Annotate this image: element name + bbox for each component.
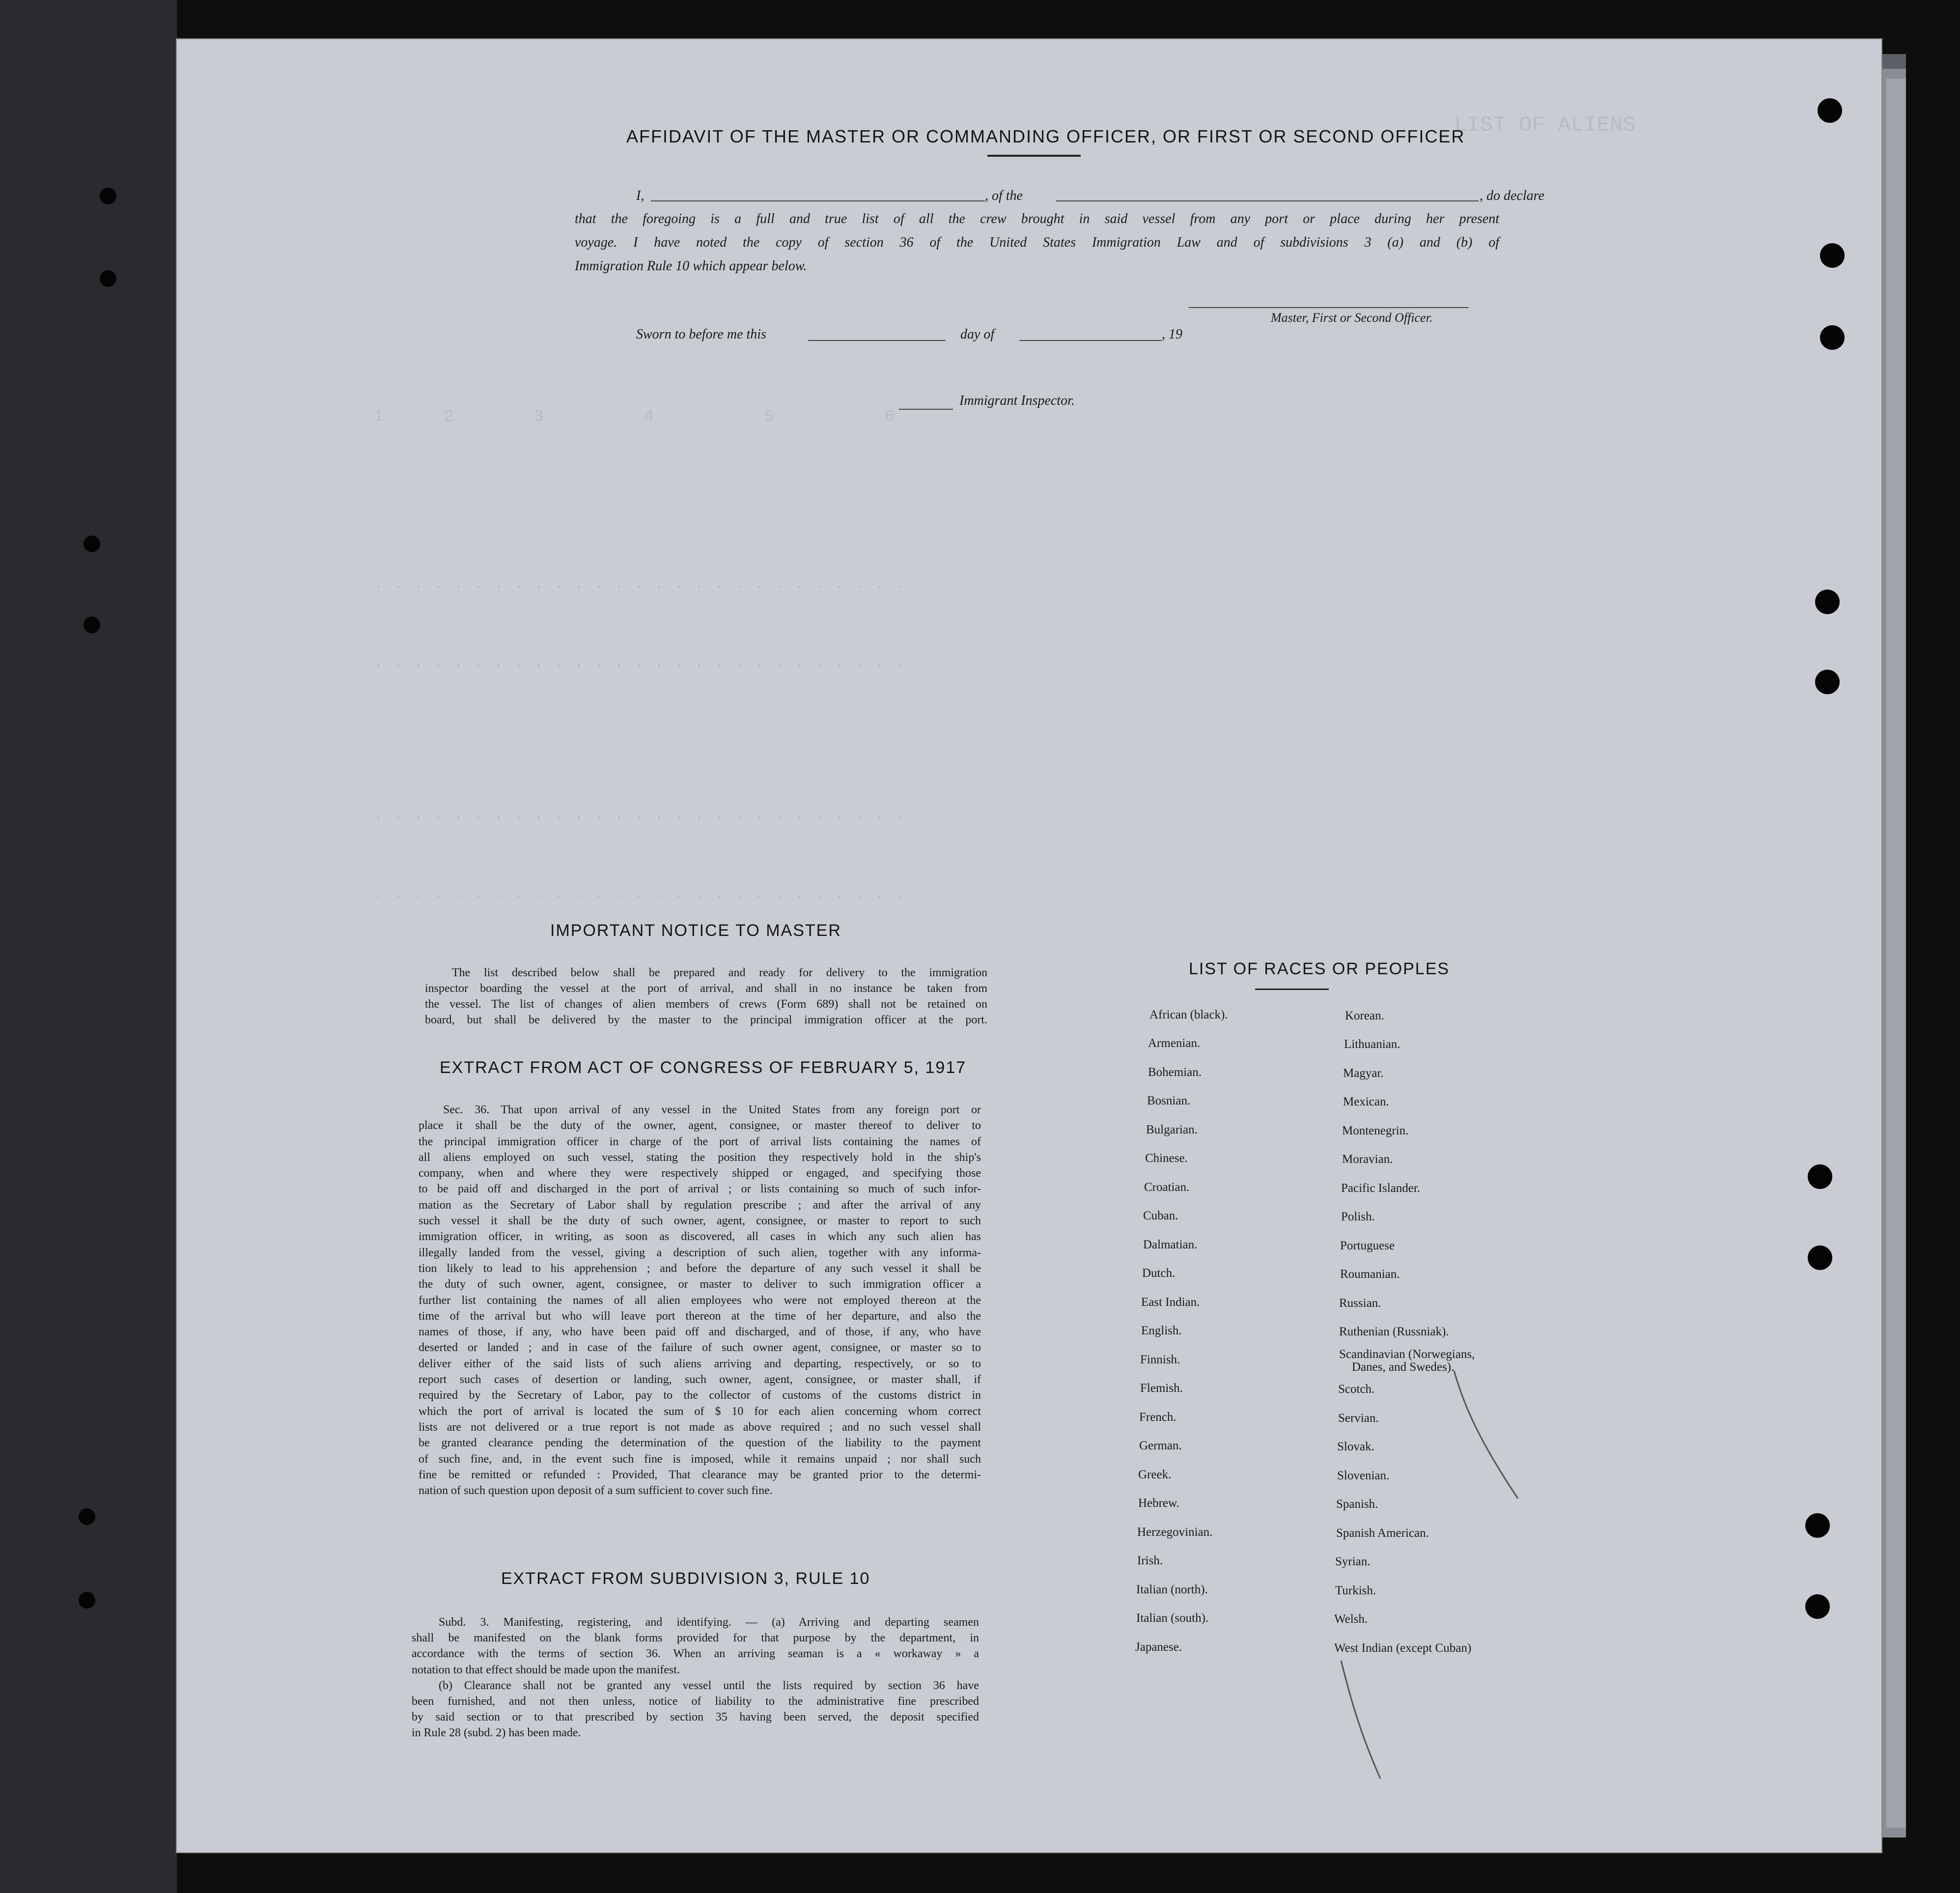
- race-item: Magyar.: [1343, 1067, 1384, 1080]
- binder-hole: [100, 188, 116, 204]
- race-item: Herzegovinian.: [1137, 1526, 1213, 1539]
- races-title: LIST OF RACES OR PEOPLES: [1189, 960, 1450, 978]
- race-item: Finnish.: [1140, 1353, 1180, 1366]
- act-line: company, when and where they were respectively shipped or engaged, and specifying those: [419, 1167, 981, 1180]
- race-item: Spanish.: [1336, 1497, 1378, 1511]
- race-item: Spanish American.: [1336, 1526, 1429, 1540]
- race-item: Irish.: [1137, 1554, 1163, 1567]
- race-item: Dutch.: [1142, 1267, 1176, 1280]
- day-of-label: day of: [960, 327, 995, 342]
- inspector-label: Immigrant Inspector.: [959, 393, 1075, 408]
- signature-line: [1189, 307, 1469, 308]
- rule-line: shall be manifested on the blank forms provided for that purpose by the department, in: [412, 1632, 979, 1645]
- binder-hole: [84, 617, 100, 633]
- race-item: African (black).: [1149, 1008, 1228, 1021]
- pencil-mark: [1331, 1656, 1390, 1783]
- act-line: be granted clearance pending the determination of the question of the liability to the payment: [419, 1437, 981, 1450]
- affidavit-i: I,: [636, 188, 644, 203]
- notice-title: IMPORTANT NOTICE TO MASTER: [550, 921, 841, 940]
- race-item: Servian.: [1338, 1412, 1379, 1425]
- notice-line: The list described below shall be prepared and ready for delivery to the immigration: [452, 966, 987, 979]
- binder-hole: [1820, 325, 1845, 350]
- act-line: Sec. 36. That upon arrival of any vessel in the United States from any foreign port or: [443, 1103, 981, 1116]
- month-line: [1019, 340, 1162, 341]
- race-item: Korean.: [1345, 1009, 1384, 1022]
- race-item: Scotch.: [1338, 1383, 1375, 1396]
- act-body: [419, 1102, 981, 1498]
- race-item: Welsh.: [1334, 1612, 1368, 1626]
- race-item: Slovenian.: [1337, 1469, 1390, 1482]
- binder-hole: [79, 1592, 95, 1609]
- binder-hole: [1815, 590, 1840, 614]
- affidavit-line: voyage. I have noted the copy of section 36 of the United States Immigration Law and of subdivisions 3 (a) and (b) of: [575, 235, 1499, 250]
- back-sheet-edge: [1886, 79, 1906, 1828]
- notice-line: inspector boarding the vessel at the port of arrival, and shall in no instance be taken from: [425, 982, 987, 995]
- vessel-blank-line: [1056, 200, 1479, 201]
- race-item: Flemish.: [1140, 1382, 1183, 1395]
- binder-hole: [79, 1508, 95, 1525]
- act-line: further list containing the names of all alien employees who were not employed thereon at the: [419, 1294, 981, 1307]
- race-item: Japanese.: [1135, 1640, 1182, 1654]
- race-item: Dalmatian.: [1143, 1238, 1198, 1251]
- act-line: place it shall be the duty of the owner, agent, consignee, or master thereof to deliver to: [419, 1119, 981, 1132]
- race-item: Armenian.: [1148, 1037, 1201, 1050]
- race-item: Bulgarian.: [1146, 1123, 1198, 1136]
- race-item: Portuguese: [1340, 1239, 1395, 1252]
- binder-hole: [1820, 243, 1845, 268]
- act-line: tion likely to lead to his apprehension ; and before the departure of any such vessel it shall be: [419, 1262, 981, 1275]
- race-item: Pacific Islander.: [1341, 1182, 1421, 1195]
- act-line: such vessel it shall be the duty of such owner, agent, consignee, or master to report to such: [419, 1215, 981, 1228]
- affidavit-title: AFFIDAVIT OF THE MASTER OR COMMANDING OFFICER, OR FIRST OR SECOND OFFICER: [626, 126, 1465, 146]
- race-item: German.: [1139, 1439, 1182, 1452]
- rule-body: [412, 1614, 979, 1741]
- act-line: to be paid off and discharged in the port of arrival ; or lists containing so much of such infor-: [419, 1183, 981, 1196]
- act-line: illegally landed from the vessel, giving a description of such alien, together with any informa-: [419, 1246, 981, 1259]
- act-line: deserted or landed ; and in case of the failure of such owner agent, consignee, or master so to: [419, 1341, 981, 1355]
- affidavit-do-declare: , do declare: [1480, 188, 1544, 203]
- race-item: Lithuanian.: [1344, 1038, 1400, 1051]
- rule-line: been furnished, and not then unless, notice of liability to the administrative fine prescribed: [412, 1695, 979, 1708]
- act-line: lists are not delivered or a true report is not made as above required ; and no such vessel shall: [419, 1420, 981, 1434]
- sworn-day-line: [808, 340, 946, 341]
- binder-hole: [1808, 1245, 1832, 1270]
- race-item: Chinese.: [1145, 1152, 1188, 1165]
- race-item: Ruthenian (Russniak).: [1339, 1325, 1449, 1338]
- race-item: Moravian.: [1342, 1153, 1393, 1166]
- affidavit-line: Immigration Rule 10 which appear below.: [575, 258, 807, 274]
- act-line: of such fine, and, in the event such fine is imposed, while it remains unpaid ; nor shall such: [419, 1452, 981, 1466]
- act-line: the duty of such owner, agent, consignee, or master to deliver to such immigration officer a: [419, 1278, 981, 1291]
- rule-line: by said section or to that prescribed by section 35 having been served, the deposit specified: [412, 1711, 979, 1724]
- act-line: time of the arrival but who will leave port thereon at the time of her departure, and also the: [419, 1309, 981, 1323]
- race-item: Polish.: [1341, 1210, 1375, 1223]
- binding-strip: [0, 0, 177, 1893]
- race-item: Roumanian.: [1340, 1268, 1400, 1281]
- act-line: the principal immigration officer in charge of the port of arrival lists containing the names of: [419, 1135, 981, 1148]
- rule-line: accordance with the terms of section 36. When an arriving seaman is a « workaway » a: [412, 1647, 979, 1661]
- act-line: names of those, if any, who have been paid off and discharged, and of those, if any, who have: [419, 1326, 981, 1339]
- race-item: Cuban.: [1143, 1209, 1178, 1222]
- act-line: deliver either of the said lists of such aliens arriving and departing, respectively, or so to: [419, 1357, 981, 1370]
- title-rule: [987, 155, 1081, 157]
- race-item: Turkish.: [1335, 1584, 1376, 1597]
- act-line: nation of such question upon deposit of a sum sufficient to cover such fine.: [419, 1484, 773, 1497]
- race-item: Danes, and Swedes).: [1352, 1360, 1455, 1374]
- binder-hole: [1818, 98, 1842, 123]
- rule-line: notation to that effect should be made upon the manifest.: [412, 1663, 680, 1676]
- act-line: fine be remitted or refunded : Provided, That clearance may be granted prior to the determi-: [419, 1468, 981, 1481]
- binder-hole: [1805, 1513, 1830, 1538]
- affidavit-of-the: , of the: [985, 188, 1023, 203]
- notice-line: board, but shall be delivered by the master to the principal immigration officer at the port.: [425, 1014, 987, 1026]
- bleed-through: LIST OF ALIENS 1 2 3 4 5 6 . . . . . . . . . . . . . . . . . . . . . . . . . . . . . . . . . . . . . . . . . . . . . . . . . . . . . . . . . . . . . . . . . . . . . . . . . . . . . . . . . . . . . . . . . . . . . . . . . . . . . . . . . . . .: [373, 113, 1636, 903]
- name-blank-line: [651, 200, 985, 201]
- rule-line: (b) Clearance shall not be granted any vessel until the lists required by section 36 have: [439, 1679, 979, 1692]
- races-title-rule: [1255, 989, 1329, 990]
- affidavit-body: [575, 207, 1499, 278]
- race-item: Greek.: [1138, 1468, 1172, 1481]
- race-item: Slovak.: [1337, 1440, 1374, 1453]
- race-item: Croatian.: [1144, 1181, 1190, 1194]
- race-item: Russian.: [1339, 1297, 1381, 1310]
- act-title: EXTRACT FROM ACT OF CONGRESS OF FEBRUARY 5, 1917: [440, 1058, 967, 1077]
- binder-hole: [100, 270, 116, 287]
- race-item: Hebrew.: [1138, 1497, 1179, 1510]
- rule-line: Subd. 3. Manifesting, registering, and identifying. — (a) Arriving and departing seamen: [439, 1616, 979, 1629]
- act-line: all aliens employed on such vessel, stating the position they respectively hold in the ship's: [419, 1151, 981, 1164]
- inspector-line: [899, 409, 953, 410]
- race-item: French.: [1139, 1411, 1176, 1424]
- rule-line: in Rule 28 (subd. 2) has been made.: [412, 1726, 581, 1740]
- binder-hole: [1815, 670, 1840, 694]
- binder-hole: [1805, 1594, 1830, 1619]
- notice-line: the vessel. The list of changes of alien members of crews (Form 689) shall not be retained on: [425, 998, 987, 1011]
- affidavit-line: that the foregoing is a full and true list of all the crew brought in said vessel from any port or place during her present: [575, 211, 1499, 226]
- rule-title: EXTRACT FROM SUBDIVISION 3, RULE 10: [501, 1569, 870, 1588]
- signature-label: Master, First or Second Officer.: [1271, 311, 1433, 325]
- act-line: mation as the Secretary of Labor shall by regulation prescribe ; and after the arrival of any: [419, 1198, 981, 1212]
- pencil-mark: [1449, 1366, 1528, 1503]
- race-item: Bohemian.: [1148, 1066, 1202, 1079]
- race-item: Montenegrin.: [1342, 1124, 1409, 1137]
- race-item: Syrian.: [1335, 1555, 1371, 1568]
- act-line: required by the Secretary of Labor, pay to the collector of customs of the customs district in: [419, 1389, 981, 1402]
- race-item: Mexican.: [1343, 1095, 1389, 1108]
- race-item: Bosnian.: [1147, 1094, 1191, 1107]
- sworn-label: Sworn to before me this: [636, 327, 766, 342]
- race-item: East Indian.: [1141, 1296, 1200, 1309]
- race-item: Italian (south).: [1136, 1611, 1209, 1625]
- binder-hole: [84, 536, 100, 552]
- act-line: which the port of arrival is located the sum of $ 10 for each alien concerning whom correct: [419, 1405, 981, 1418]
- race-item: English.: [1141, 1324, 1182, 1337]
- race-item: West Indian (except Cuban): [1334, 1641, 1472, 1655]
- binder-hole: [1808, 1164, 1832, 1189]
- act-line: immigration officer, in writing, as soon as discovered, all cases in which any such alien has: [419, 1230, 981, 1243]
- race-item: Italian (north).: [1136, 1583, 1208, 1596]
- document-page: [177, 39, 1881, 1852]
- race-item: Scandinavian (Norwegians,: [1339, 1348, 1475, 1361]
- year-label: , 19: [1162, 327, 1182, 342]
- act-line: report such cases of desertion or landing, such owner, agent, consignee, or master shall, if: [419, 1373, 981, 1386]
- notice-body: [425, 965, 987, 1028]
